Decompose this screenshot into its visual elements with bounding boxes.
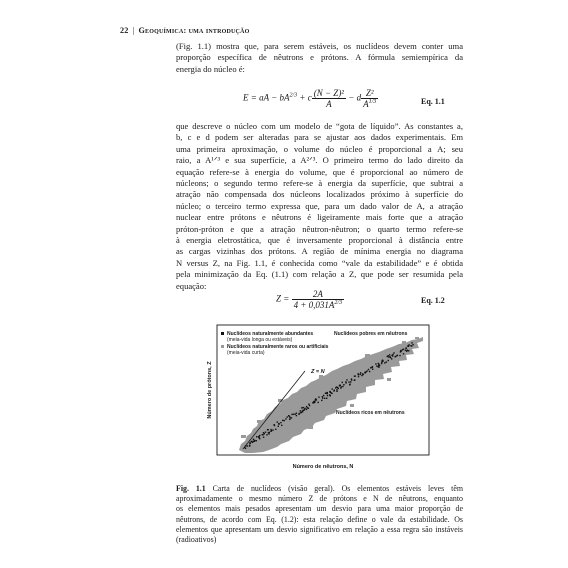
text-line: que descreve o núcleo com um modelo de “gota de líquido”. As constantes a, [176, 121, 463, 131]
equation-2: Z = $\frac{2A}{4 + 0,031A^{2/3}}$ [276, 289, 343, 310]
stable-nuclide-mark [295, 414, 296, 415]
book-title: Geoquímica: uma introdução [138, 26, 250, 35]
stable-nuclide-mark [388, 355, 389, 356]
stable-nuclide-mark [325, 393, 326, 394]
paragraph-intro [176, 41, 463, 75]
stable-nuclide-mark [397, 355, 398, 356]
stable-nuclide-mark [273, 424, 274, 425]
stable-nuclide-mark [346, 379, 347, 380]
stable-nuclide-mark [308, 404, 309, 405]
stable-nuclide-mark [289, 417, 290, 418]
stable-nuclide-mark [370, 367, 371, 368]
legend-marker-unstable [221, 345, 224, 348]
stable-nuclide-mark [369, 371, 370, 372]
stable-nuclide-mark [381, 363, 382, 364]
stable-nuclide-mark [388, 360, 389, 361]
stable-nuclide-mark [372, 369, 373, 370]
stable-nuclide-mark [298, 414, 299, 415]
stable-nuclide-mark [245, 448, 246, 449]
caption-line: nêutrons, de acordo com Eq. (1.2): esta relação define o vale da estabilidade. Os [176, 514, 463, 524]
stable-nuclide-mark [291, 417, 292, 418]
legend-label-unstable: Nuclídeos naturalmente raros ou artificiais [227, 344, 329, 350]
stable-nuclide-mark [259, 435, 260, 436]
text-line: uma primeira aproximação, o volume do núcleo é proporcional a A; seu [176, 143, 463, 154]
text-line: núcleo; o terceiro termo expressa que, para um dado valor de A, a atração [176, 200, 463, 211]
text-line: as cargas vizinhas dos prótons. A região de mínima energia no diagrama [176, 246, 463, 257]
stable-nuclide-mark [287, 416, 288, 417]
stable-nuclide-mark [258, 436, 259, 437]
stable-nuclide-mark [330, 395, 331, 396]
stable-nuclide-mark [309, 405, 310, 406]
stable-nuclide-mark [256, 436, 257, 437]
stable-nuclide-mark [271, 430, 272, 431]
stable-nuclide-mark [407, 350, 408, 351]
stable-nuclide-mark [411, 345, 412, 346]
stable-nuclide-mark [289, 419, 290, 420]
caption-line: Carta de nuclídeos (visão geral). Os elementos estáveis leves têm [212, 484, 463, 493]
stable-nuclide-mark [405, 347, 406, 348]
text-line: à energia eletrostática, que é inversamente proporcional à distância entre [176, 235, 463, 246]
figure-caption [176, 484, 463, 545]
stable-nuclide-mark [272, 429, 273, 430]
stable-nuclide-mark [351, 379, 352, 380]
stable-nuclide-mark [265, 432, 266, 433]
stable-nuclide-mark [278, 426, 279, 427]
stable-nuclide-mark [285, 418, 286, 419]
stable-nuclide-mark [389, 354, 390, 355]
stable-nuclide-mark [334, 390, 335, 391]
stable-nuclide-mark [399, 355, 400, 356]
y-axis-label: Número de prótons, Z [207, 361, 213, 419]
stable-nuclide-mark [307, 407, 308, 408]
stable-nuclide-mark [245, 445, 246, 446]
stable-nuclide-mark [408, 346, 409, 347]
stable-nuclide-mark [412, 344, 413, 345]
stable-nuclide-mark [249, 443, 250, 444]
legend-label-unstable-note: (meia-vida curta) [227, 350, 265, 356]
stable-nuclide-mark [331, 393, 332, 394]
text-line: b, c e d podem ser alteradas para se ajustar aos dados experimentais. Em [176, 132, 463, 143]
stable-nuclide-mark [361, 375, 362, 376]
stable-nuclide-mark [390, 357, 391, 358]
stable-nuclide-mark [350, 381, 351, 382]
stable-nuclide-mark [392, 354, 393, 355]
stable-nuclide-mark [400, 350, 401, 351]
stable-nuclide-mark [381, 362, 382, 363]
legend-label-stable-note: (meia-vida longa ou estáveis) [227, 337, 293, 343]
fraction-2: $\frac{\text{Z²}}{A^{1/3}}$ [363, 88, 377, 109]
stable-nuclide-mark [318, 397, 319, 398]
x-axis-label: Número de nêutrons, N [292, 464, 354, 470]
stable-nuclide-mark [306, 406, 307, 407]
text-line: proporção específica de nêutrons e prótons. A fórmula semiempírica da [176, 52, 463, 63]
stable-nuclide-mark [360, 374, 361, 375]
text-line: próton-próton e que a atração nêutron-nêutron; o quarto termo refere-se [176, 223, 463, 234]
stable-nuclide-mark [263, 437, 264, 438]
caption-line: (radioativos) [176, 535, 217, 545]
stable-nuclide-mark [342, 386, 343, 387]
stable-nuclide-mark [342, 382, 343, 383]
text-line: equação: [176, 280, 207, 291]
stable-nuclide-mark [301, 407, 302, 408]
caption-line: os elementos mais pesados apresentam um desvio para uma maior proporção de [176, 504, 463, 514]
stable-nuclide-mark [282, 420, 283, 421]
stable-nuclide-mark [337, 387, 338, 388]
stable-nuclide-mark [395, 356, 396, 357]
stable-nuclide-mark [324, 398, 325, 399]
stable-nuclide-mark [336, 389, 337, 390]
stable-nuclide-mark [280, 422, 281, 423]
stable-nuclide-mark [302, 410, 303, 411]
stable-nuclide-mark [366, 370, 367, 371]
stable-nuclide-mark [275, 429, 276, 430]
unstable-nuclide-band [239, 337, 423, 453]
legend-label-stable: Nuclídeos naturalmente abundantes [227, 331, 314, 337]
text-line: núcleons; o segundo termo refere-se à energia da superfície, que subtrai a [176, 178, 463, 189]
stable-nuclide-mark [301, 412, 302, 413]
stable-nuclide-mark [253, 439, 254, 440]
stable-nuclide-mark [296, 413, 297, 414]
stable-nuclide-mark [293, 414, 294, 415]
stable-nuclide-mark [363, 374, 364, 375]
stable-nuclide-mark [408, 350, 409, 351]
stable-nuclide-mark [249, 445, 250, 446]
stable-nuclide-mark [300, 410, 301, 411]
stable-nuclide-mark [327, 395, 328, 396]
stable-nuclide-mark [349, 384, 350, 385]
stable-nuclide-mark [341, 386, 342, 387]
stable-nuclide-mark [316, 399, 317, 400]
stable-nuclide-mark [278, 423, 279, 424]
stable-nuclide-mark [348, 381, 349, 382]
stable-nuclide-mark [403, 353, 404, 354]
stable-nuclide-mark [382, 360, 383, 361]
stable-nuclide-mark [306, 409, 307, 410]
equation-1-label: Eq. 1.1 [421, 97, 445, 106]
stable-nuclide-mark [411, 342, 412, 343]
stable-nuclide-mark [266, 434, 267, 435]
legend-marker-stable [221, 332, 224, 335]
equation-1: E = aA − $bA^{2/3} + c$ $\frac{\text{(N − Z)²}}{A}$ − d $\frac{\text{Z²}}{A^{1/3}}$ [243, 88, 377, 109]
stable-nuclide-mark [386, 361, 387, 362]
running-header [120, 26, 250, 35]
stable-nuclide-mark [268, 429, 269, 430]
stable-nuclide-mark [262, 434, 263, 435]
stable-nuclide-mark [368, 369, 369, 370]
stable-nuclide-mark [322, 397, 323, 398]
text-line: atração não compensada dos núcleons localizados próximo à superfície do [176, 189, 463, 200]
stable-nuclide-mark [335, 387, 336, 388]
header-separator: | [132, 26, 135, 35]
text-line: (Fig. 1.1) mostra que, para serem estáveis, os nuclídeos devem conter uma [176, 41, 463, 51]
caption-line: elementos que apresentam um desvio significativo em relação a essa regra são instáveis [176, 524, 463, 534]
text-line: energia do núcleo é: [176, 63, 245, 74]
stable-nuclide-mark [259, 438, 260, 439]
stable-nuclide-mark [327, 392, 328, 393]
fraction-3: $\frac{2A}{4 + 0,031A^{2/3}}$ [293, 289, 343, 310]
caption-line: aproximadamente o mesmo número Z de prótons e N de nêutrons, enquanto [176, 494, 463, 504]
stable-nuclide-mark [405, 350, 406, 351]
stable-nuclide-mark [378, 366, 379, 367]
stable-nuclide-mark [277, 421, 278, 422]
legend [221, 331, 329, 356]
caption-prefix: Fig. 1.1 [176, 484, 206, 493]
stable-nuclide-mark [403, 349, 404, 350]
stable-nuclide-mark [269, 432, 270, 433]
stable-nuclide-mark [375, 363, 376, 364]
stable-nuclide-mark [378, 364, 379, 365]
stable-nuclide-mark [393, 352, 394, 353]
label-neutron-poor: Nuclídeos pobres em nêutrons [334, 331, 408, 337]
nuclide-chart-figure [187, 323, 435, 483]
stable-nuclide-mark [318, 402, 319, 403]
paragraph-main [176, 121, 463, 292]
equation-2-label: Eq. 1.2 [421, 296, 445, 305]
stable-nuclide-mark [326, 398, 327, 399]
stable-nuclide-mark [289, 416, 290, 417]
stable-nuclide-mark [332, 388, 333, 389]
stable-nuclide-mark [247, 445, 248, 446]
stable-nuclide-mark [281, 425, 282, 426]
text-line: pela minimização da Eq. (1.1) com relação a Z, que pode ser resumida pela [176, 269, 463, 280]
stable-nuclide-mark [391, 358, 392, 359]
stable-nuclide-mark [314, 402, 315, 403]
stable-nuclide-mark [256, 440, 257, 441]
stable-nuclide-mark [302, 411, 303, 412]
stable-nuclide-mark [321, 400, 322, 401]
stable-nuclide-mark [358, 374, 359, 375]
stable-nuclide-mark [372, 367, 373, 368]
stable-nuclide-mark [354, 379, 355, 380]
stable-nuclide-mark [254, 441, 255, 442]
stable-nuclide-mark [358, 376, 359, 377]
page-number: 22 [120, 26, 129, 35]
stable-nuclide-mark [388, 356, 389, 357]
stable-nuclide-mark [340, 385, 341, 386]
stable-nuclide-mark [378, 365, 379, 366]
stable-nuclide-mark [355, 375, 356, 376]
text-line: raio, a A¹ᐟ³ e sua superfície, a A²ᐟ³. O primeiro termo do lado direito da [176, 155, 463, 166]
stable-nuclide-mark [384, 362, 385, 363]
label-neutron-rich: Nuclídeos ricos em nêutrons [336, 410, 405, 416]
stable-nuclide-mark [376, 365, 377, 366]
stable-nuclide-mark [345, 382, 346, 383]
stable-nuclide-mark [323, 395, 324, 396]
text-line: nuclear entre prótons e nêutrons é ligeiramente mais forte que a atração [176, 212, 463, 223]
fraction-1: $\frac{\text{(N − Z)²}}{A}$ [313, 88, 345, 109]
stable-nuclide-mark [296, 415, 297, 416]
stable-nuclide-mark [284, 420, 285, 421]
text-line: equação refere-se à energia do volume, que é proporcional ao número de [176, 166, 463, 177]
stable-nuclide-mark [291, 414, 292, 415]
stable-nuclide-mark [360, 372, 361, 373]
z-equals-n-label: Z = N [311, 369, 325, 375]
stable-nuclide-mark [251, 441, 252, 442]
stable-nuclide-mark [303, 407, 304, 408]
stable-nuclide-mark [343, 384, 344, 385]
stable-nuclide-mark [392, 355, 393, 356]
stable-nuclide-mark [304, 408, 305, 409]
stable-nuclide-mark [408, 344, 409, 345]
stable-nuclide-mark [322, 396, 323, 397]
stable-nuclide-mark [336, 391, 337, 392]
text-line: N versus Z, na Fig. 1.1, é conhecida como “vale da estabilidade” e é obtida [176, 257, 463, 268]
stable-nuclide-mark [263, 432, 264, 433]
